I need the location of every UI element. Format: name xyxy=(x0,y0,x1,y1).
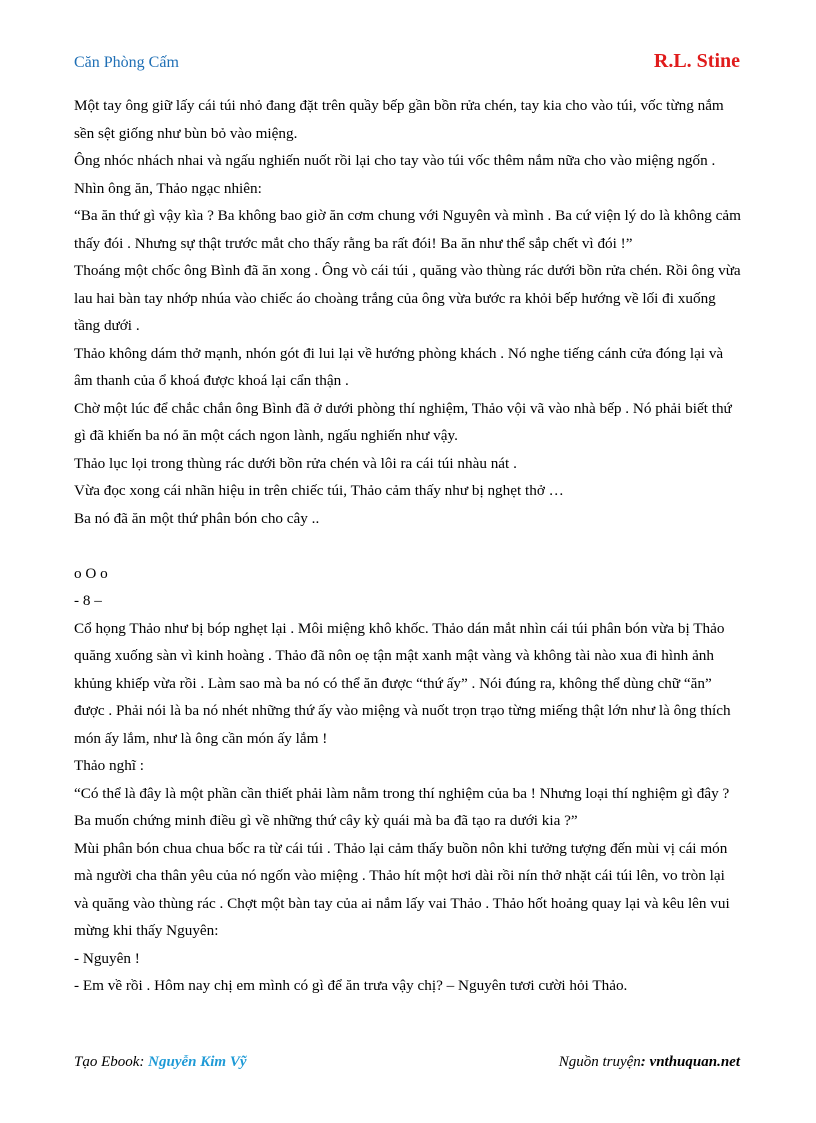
source-credit: Nguồn truyện: vnthuquan.net xyxy=(558,1054,740,1070)
source-label: Nguồn truyện xyxy=(558,1054,641,1070)
chapter-number: - 8 – xyxy=(74,592,102,609)
paragraph: Thảo lục lọi trong thùng rác dưới bồn rửa chén và lôi ra cái túi nhàu nát . xyxy=(74,454,517,472)
paragraph: “Có thể là đây là một phần cần thiết phải làm nằm trong thí nghiệm của ba ! Nhưng loại thí nghiệm gì đây ? Ba muốn chứng minh điều gì về những thứ cây kỳ quái mà ba đã tạo ra dưới kia ?” xyxy=(74,784,730,829)
section-divider: o O o xyxy=(74,564,108,582)
paragraph: Thảo không dám thở mạnh, nhón gót đi lui lại về hướng phòng khách . Nó nghe tiếng cánh cửa đóng lại và âm thanh của ổ khoá được khoá lại cẩn thận . xyxy=(74,344,724,389)
ebook-creator: Nguyễn Kim Vỹ xyxy=(148,1054,247,1070)
paragraph: Thoáng một chốc ông Bình đã ăn xong . Ông vò cái túi , quăng vào thùng rác dưới bồn rửa chén. Rồi ông vừa lau hai bàn tay nhớp nhúa vào chiếc áo choàng trắng của ông vừa bước ra khỏi bếp hướng về lối đi xuống tầng dưới . xyxy=(74,262,741,334)
author-name: R.L. Stine xyxy=(653,50,740,72)
paragraph: “Ba ăn thứ gì vậy kìa ? Ba không bao giờ ăn cơm chung với Nguyên và mình . Ba cứ viện lý do là không cảm thấy đói . Nhưng sự thật trước mắt cho thấy rằng ba rất đói! Ba ăn như thể sắp chết vì đói !” xyxy=(74,207,741,252)
story-body xyxy=(74,92,742,1000)
blank-line xyxy=(74,532,742,560)
paragraph: Một tay ông giữ lấy cái túi nhỏ đang đặt trên quầy bếp gần bồn rửa chén, tay kia cho vào túi, vốc từng nắm sền sệt giống như bùn bỏ vào miệng. xyxy=(74,97,724,142)
paragraph: - Em về rồi . Hôm nay chị em mình có gì để ăn trưa vậy chị? – Nguyên tươi cười hỏi Thảo. xyxy=(74,977,628,994)
book-title: Căn Phòng Cấm xyxy=(74,54,179,71)
paragraph: Cổ họng Thảo như bị bóp nghẹt lại . Môi miệng khô khốc. Thảo dán mắt nhìn cái túi phân bón vừa bị Thảo quăng xuống sàn vì kinh hoàng . Thảo đã nôn oẹ tận mật xanh mật vàng và không tài nào xua đi hình ảnh khủng khiếp vừa rồi . Làm sao mà ba nó có thể ăn được “thứ ấy” . Nói đúng ra, không thể dùng chữ “ăn” được . Phải nói là ba nó nhét những thứ ấy vào miệng và nuốt trọn trạo từng miếng thật lớn như là ông thích món ấy lắm, như là ông cần món ấy lắm ! xyxy=(74,619,731,747)
page-footer xyxy=(74,1054,740,1076)
paragraph: Thảo nghĩ : xyxy=(74,757,145,774)
ebook-label: Tạo Ebook xyxy=(74,1054,140,1070)
paragraph: Vừa đọc xong cái nhãn hiệu in trên chiếc túi, Thảo cảm thấy như bị nghẹt thở … xyxy=(74,482,564,499)
paragraph: - Nguyên ! xyxy=(74,949,140,967)
source-site: vnthuquan.net xyxy=(649,1054,740,1070)
paragraph: Ba nó đã ăn một thứ phân bón cho cây .. xyxy=(74,509,320,527)
page-header xyxy=(74,50,740,76)
paragraph: Mùi phân bón chua chua bốc ra từ cái túi . Thảo lại cảm thấy buồn nôn khi tưởng tượng đến mùi vị cái món mà người cha thân yêu của nó ngốn vào miệng . Thảo hít một hơi dài rồi nín thở nhặt cái túi lên, vo tròn lại và quăng vào thùng rác . Chợt một bàn tay của ai nắm lấy vai Thảo . Thảo hốt hoảng quay lại và kêu lên vui mừng khi thấy Nguyên: xyxy=(74,839,730,939)
paragraph: Ông nhóc nhách nhai và ngấu nghiến nuốt rồi lại cho tay vào túi vốc thêm nắm nữa cho vào miệng ngốn . Nhìn ông ăn, Thảo ngạc nhiên: xyxy=(74,152,716,197)
paragraph: Chờ một lúc để chắc chắn ông Bình đã ở dưới phòng thí nghiệm, Thảo vội vã vào nhà bếp . Nó phải biết thứ gì đã khiến ba nó ăn một cách ngon lành, ngấu nghiến như vậy. xyxy=(74,399,732,444)
ebook-credit: Tạo Ebook: Nguyễn Kim Vỹ xyxy=(74,1054,247,1070)
